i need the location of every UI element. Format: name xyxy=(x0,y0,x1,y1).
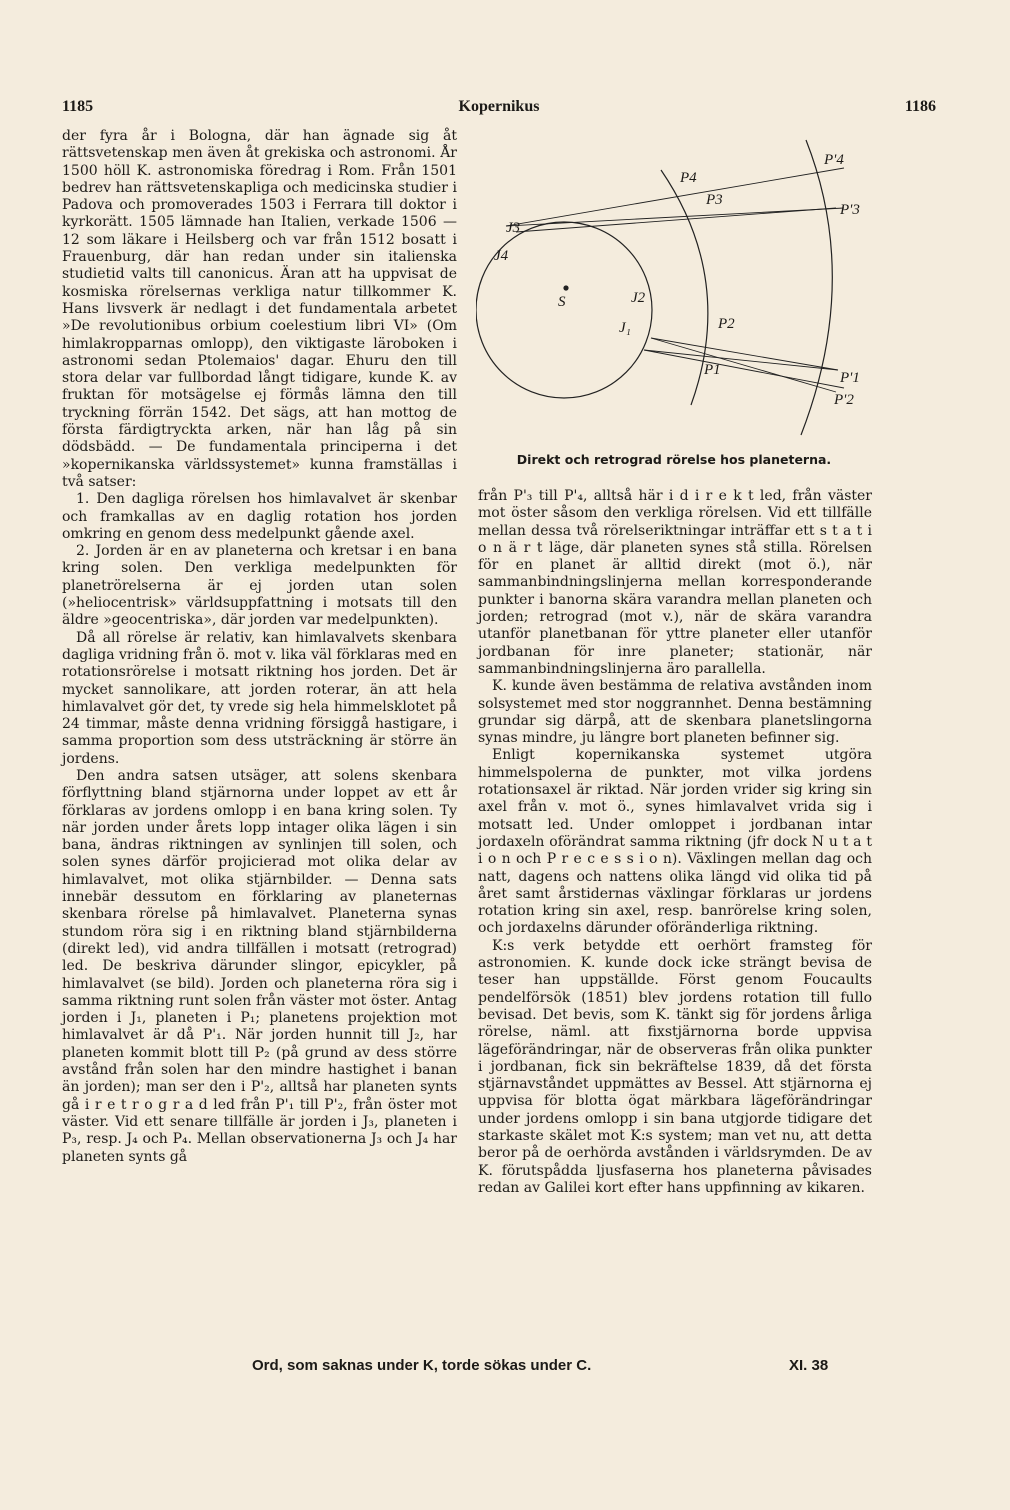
paragraph: Då all rörelse är relativ, kan himlavalvets skenbara dagliga vridning från ö. mot v. lika väl förklaras med en rotationsrörelse i motsatt riktning hos jorden. Det är mycket sannolikare, att jorden roterar, än att hela himlavalvet gör det, ty vrede sig hela himmelsklotet på 24 timmar, måste denna vridning försiggå hastigare, i samma proportion som dess utsträckning är större än jordens. xyxy=(62,629,457,767)
paragraph: 1. Den dagliga rörelsen hos himlavalvet är skenbar och framkallas av en daglig rotation hos jorden omkring en genom dess medelpunkt gående axel. xyxy=(62,491,457,542)
label-p2: P2 xyxy=(718,316,735,332)
label-pp2: P'2 xyxy=(834,392,854,408)
label-pp4: P'4 xyxy=(824,152,844,168)
figure-caption: Direkt och retrograd rörelse hos planeterna. xyxy=(516,452,832,467)
label-sun: S xyxy=(558,294,566,310)
label-j3: J3 xyxy=(506,220,521,236)
paragraph: K:s verk betydde ett oerhört framsteg för astronomien. K. kunde dock icke strängt bevisa de teser han uppställde. Först genom Foucaults pendelförsök (1851) blev jordens rotation till fullo bevisad. Det bevis, som K. tänkt sig för jordens årliga rörelse, näml. att fixstjärnorna borde uppvisa lägeförändringar, när de observeras från olika punkter i jordbanan, fick sin bekräftelse 1839, då det första stjärnavståndet uppmättes av Bessel. Att stjärnorna ej uppvisa för blotta ögat märkbara lägeförändringar under jordens omlopp i sin bana utgjorde tidigare det starkaste skälet mot K:s system; man vet nu, att detta beror på de oerhörda avstånden i världsrymden. De av K. förutspådda ljusfaserna hos planeterna påvisades redan av Galilei kort efter hans uppfinning av kikaren. xyxy=(478,937,872,1196)
paragraph: K. kunde även bestämma de relativa avstånden inom solsystemet med stor noggrannhet. Denna bestämning grundar sig därpå, att de skenbara planetslingorna synas mindre, ju längre bort planeten befinner sig. xyxy=(478,678,872,747)
paragraph: 2. Jorden är en av planeterna och kretsar i en bana kring solen. Den verkliga medelpunkten för planetrörelserna är ej jorden utan solen (»heliocentrisk» världsuppfattning i motsats till den äldre »geocentriska», där jorden var medelpunkten). xyxy=(62,543,457,629)
label-j2: J2 xyxy=(631,290,646,306)
right-column xyxy=(478,488,872,1197)
orbit-diagram xyxy=(476,130,872,450)
label-j4: J4 xyxy=(494,248,509,264)
left-column xyxy=(62,128,457,1166)
label-j1: J₁ xyxy=(619,320,631,336)
paragraph: från P'₃ till P'₄, alltså här i d i r e k t led, från väster mot öster såsom den verkliga rörelsen. Vid ett tillfälle mellan dessa två rörelseriktningar inträffar ett s t a t i o n ä r t läge, där planeten synes stå stilla. Rörelsen för en planet är alltid direkt (mot ö.), när sammanbindningslinjerna mellan korresponderande punkter i banorna skära varandra mellan planeten och jorden; retrograd (mot v.), när de skära varandra utanför planetbanan för yttre planeter eller utanför jordbanan för inre planeter; stationär, när sammanbindningslinjerna äro parallella. xyxy=(478,488,872,677)
page-title: Kopernikus xyxy=(458,98,540,115)
label-pp1: P'1 xyxy=(840,370,860,386)
paragraph: Den andra satsen utsäger, att solens skenbara förflyttning bland stjärnorna under loppet av ett år förklaras av jordens omlopp i en bana kring solen. Ty när jorden under årets lopp intager olika lägen i sin bana, ändras riktningen av synlinjen till solen, och solen synes därför projicierad mot olika delar av himlavalvet, mot olika stjärnbilder. — Denna sats innebär dessutom en förklaring av planeternas skenbara rörelse på himlavalvet. Planeterna synas stundom röra sig i en riktning bland stjärnbilderna (direkt led), vid andra tillfällen i motsatt (retrograd) led. De beskriva därunder slingor, epicykler, på himlavalvet (se bild). Jorden och planeterna röra sig i samma riktning runt solen från väster mot öster. Antag jorden i J₁, planeten i P₁; planetens projektion mot himlavalvet är då P'₁. När jorden hunnit till J₂, har planeten kommit blott till P₂ (på grund av dess större avstånd från solen har den mindre hastighet i banan än jorden); man ser den i P'₂, alltså har planeten synts gå i r e t r o g r a d led från P'₁ till P'₂, från öster mot väster. Vid ett senare tillfälle är jorden i J₃, planeten i P₃, resp. J₄ och P₄. Mellan observationerna J₃ och J₄ har planeten synts gå xyxy=(62,767,457,1165)
page-number-right: 1186 xyxy=(904,98,936,115)
paragraph: Enligt kopernikanska systemet utgöra himmelspolerna de punkter, mot vilka jordens rotationsaxel är riktad. När jorden vrider sig kring sin axel från v. mot ö., synes himlavalvet vrida sig i motsatt led. Under omloppet i jordbanan intar jordaxeln oförändrat samma riktning (jfr dock N u t a t i o n och P r e c e s s i o n). Växlingen mellan dag och natt, dagens och nattens olika längd vid olika tid på året samt årstidernas växlingar förklaras ur jordens rotation kring sin axel, resp. banrörelse kring solen, och jordaxelns därunder oföränderliga riktning. xyxy=(478,747,872,937)
label-p1: P1 xyxy=(704,362,721,378)
page-header xyxy=(62,98,936,122)
page-number-left: 1185 xyxy=(62,98,94,115)
orbit-figure xyxy=(476,130,872,475)
paragraph: der fyra år i Bologna, där han ägnade sig åt rättsvetenskap men även åt grekiska och astronomi. År 1500 höll K. astronomiska föredrag i Rom. Från 1501 bedrev han rättsvetenskapliga och medicinska studier i Padova och promoverades 1503 i Ferrara till doktor i kyrkorätt. 1505 lämnade han Italien, verkade 1506 —12 som läkare i Heilsberg och var från 1512 bosatt i Frauenburg, där han redan under sin italienska studietid valts till canonicus. Äran att ha uppvisat de kosmiska rörelsernas verkliga natur tillkommer K. Hans livsverk är nedlagt i det fundamentala arbetet »De revolutionibus orbium coelestium libri VI» (Om himlakropparnas omlopp), den viktigaste läroboken i astronomi sedan Ptolemaios' dagar. Ehuru den till stora delar var fullbordad långt tidigare, kunde K. av fruktan för motsägelse ej förmås lämna den till tryckning förrän 1542. Det sägs, att han mottog de första färdigtryckta arken, när han låg på sin dödsbädd. — De fundamentala principerna i det »kopernikanska världssystemet» kunna framställas i två satser: xyxy=(62,128,457,490)
signature-mark: XI. 38 xyxy=(789,1357,829,1374)
footer-note: Ord, som saknas under K, torde sökas under C. xyxy=(252,1357,592,1374)
label-pp3: P'3 xyxy=(840,202,860,218)
label-p3: P3 xyxy=(706,192,723,208)
label-p4: P4 xyxy=(680,170,697,186)
